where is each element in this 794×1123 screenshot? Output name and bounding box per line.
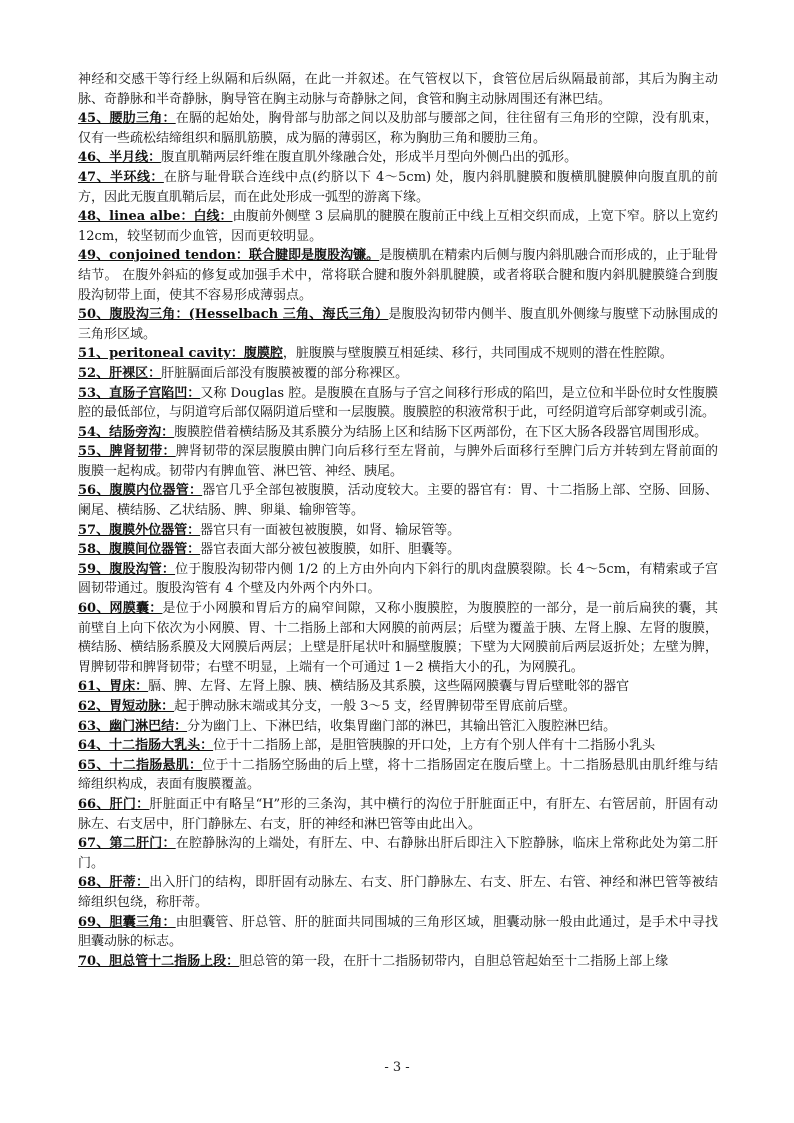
entry-term: 60、网膜囊： (78, 601, 163, 617)
entry-definition: 又称 Douglas 腔。是腹膜在直肠与子宫之间移行形成的陷凹，是立位和半卧位时女性腹膜腔的最低部位，与阴道穹后部仅隔阴道后壁和一层腹膜。腹膜腔的积液常积于此，可经阴道穹后部穿刺或引流。 (78, 385, 719, 421)
entry-definition: 位于十二指肠上部，是胆管胰腺的开口处，上方有个别人伴有十二指肠小乳头 (213, 738, 656, 754)
entry-definition: 器官几乎全部包被腹膜，活动度较大。主要的器官有：胃、十二指肠上部、空肠、回肠、阑尾、横结肠、乙状结肠、脾、卵巢、输卵管等。 (78, 483, 718, 519)
entry-term: 51、peritoneal cavity：腹膜腔 (78, 346, 283, 362)
intro-paragraph: 神经和交感干等行经上纵隔和后纵隔，在此一并叙述。在气管杈以下，食管位居后纵隔最前部，其后为胸主动脉、奇静脉和半奇静脉，胸导管在胸主动脉与奇静脉之间，食管和胸主动脉周围还有淋巴结。 (78, 72, 718, 107)
entry-term: 53、直肠子宫陷凹： (78, 385, 201, 401)
entry-term: 64、十二指肠大乳头： (78, 738, 214, 754)
entry-definition: 肝脏膈面后部没有腹膜被覆的部分称裸区。 (161, 365, 409, 381)
entry-term: 66、肝门： (78, 796, 150, 812)
entry-term: 52、肝裸区： (78, 365, 162, 381)
glossary-entry (78, 384, 718, 423)
glossary-entry (78, 834, 718, 873)
entry-term: 54、结肠旁沟： (78, 424, 175, 440)
entry-definition: 是腹横肌在精索内后侧与腹内斜肌融合而形成的，止于耻骨结节。 在腹外斜疝的修复或加强手术中，常将联合腱和腹外斜肌腱膜，或者将联合腱和腹内斜肌腱膜缝合到腹股沟韧带上面，使其不容易形成薄弱点。 (78, 248, 718, 303)
glossary-entry (78, 423, 718, 443)
glossary-entry (78, 952, 718, 972)
entry-definition: 器官只有一面被包被腹膜，如肾、输尿管等。 (200, 522, 461, 538)
entry-term: 56、腹膜内位器管： (78, 483, 203, 499)
page-number: - 3 - (384, 1060, 410, 1075)
glossary-entry (78, 168, 718, 207)
glossary-entry (78, 756, 718, 795)
entry-term: 45、腰肋三角： (78, 111, 176, 127)
glossary-entry (78, 717, 718, 737)
glossary-entry (78, 148, 718, 168)
entry-term: 61、胃床： (78, 679, 149, 695)
entry-definition: 由腹前外侧壁 3 层扁肌的腱膜在腹前正中线上互相交织而成，上宽下窄。脐以上宽约 12cm，较坚韧而少血管，因而更较明显。 (78, 209, 718, 244)
entry-term: 62、胃短动脉： (78, 699, 175, 714)
entry-term: 47、半环线： (78, 169, 164, 185)
entry-term: 58、腹膜间位器管： (78, 542, 201, 558)
entry-term: 50、腹股沟三角：(Hesselbach 三角、海氏三角） (78, 307, 389, 323)
glossary-entry (78, 677, 718, 697)
entry-definition: 是腹股沟韧带内侧半、腹直肌外侧缘与腹壁下动脉围成的三角形区域。 (78, 307, 718, 342)
entry-definition: 膈、脾、左肾、左肾上腺、胰、横结肠及其系膜，这些隔网膜囊与胃后壁毗邻的器官 (148, 679, 630, 695)
glossary-entry (78, 599, 718, 677)
entry-definition: 位于十二指肠空肠曲的后上壁，将十二指肠固定在腹后壁上。十二指肠悬肌由肌纤维与结缔组织构成，表面有腹膜覆盖。 (78, 757, 718, 793)
entry-term: 57、腹膜外位器管： (78, 522, 201, 538)
entry-term: 59、腹股沟管： (78, 561, 176, 577)
glossary-entry (78, 481, 718, 520)
entry-definition: 腹膜腔借着横结肠及其系膜分为结肠上区和结肠下区两部份，在下区大肠各段器官周围形成。 (174, 424, 708, 440)
document-body (78, 70, 718, 971)
entry-definition: 在脐与耻骨联合连线中点(约脐以下 4～5cm) 处，腹内斜肌腱膜和腹横肌腱膜伸向腹直肌的前方，因此无腹直肌鞘后层，而在此处形成一弧型的游离下缘。 (78, 169, 718, 205)
entry-definition: 腹直肌鞘两层纤维在腹直肌外缘融合处，形成半月型向外侧凸出的弧形。 (161, 150, 578, 166)
entry-term: 68、肝蒂： (78, 875, 150, 891)
glossary-entry (78, 873, 718, 912)
glossary-entry (78, 442, 718, 481)
entry-definition: 出入肝门的结构，即肝固有动脉左、右支、肝门静脉左、右支、肝左、右管、神经和淋巴管等被结缔组织包绕，称肝蒂。 (78, 875, 718, 910)
entry-definition: 脾肾韧带的深层腹膜由脾门向后移行至左肾前，与脾外后面移行至脾门后方并转到左肾前面的腹膜一起构成。韧带内有脾血管、淋巴管、神经、胰尾。 (78, 444, 718, 479)
entry-term: 70、胆总管十二指肠上段： (78, 953, 240, 969)
entry-term: 67、第二肝门： (78, 836, 176, 852)
glossary-entry (78, 207, 718, 246)
glossary-entry (78, 560, 718, 599)
glossary-entry (78, 913, 718, 952)
entry-definition: 胆总管的第一段，在肝十二指肠韧带内，自胆总管起始至十二指肠上部上缘 (239, 953, 669, 969)
glossary-list (78, 109, 718, 971)
glossary-entry (78, 540, 718, 560)
entry-term: 55、脾肾韧带： (78, 444, 176, 460)
glossary-entry (78, 364, 718, 384)
glossary-entry (78, 246, 718, 305)
glossary-entry (78, 521, 718, 541)
entry-definition: 起于脾动脉末端或其分支，一般 3～5 支，经胃脾韧带至胃底前后壁。 (174, 699, 576, 714)
entry-definition: 由胆囊管、肝总管、肝的脏面共同围城的三角形区域，胆囊动脉一般由此通过，是手术中寻找胆囊动脉的标志。 (78, 914, 718, 950)
entry-definition: ，脏腹膜与壁腹膜互相延续、移行，共同围成不规则的潜在性腔隙。 (282, 346, 673, 362)
entry-definition: 在膈的起始处，胸骨部与肋部之间以及肋部与腰部之间，往往留有三角形的空隙，没有肌束，仅有一些疏松结缔组织和膈肌筋膜，成为膈的薄弱区，称为胸肋三角和腰肋三角。 (78, 111, 718, 146)
entry-definition: 肝脏面正中有略呈“H”形的三条沟，其中横行的沟位于肝脏面正中，有肝左、右管居前，肝固有动脉左、右支居中，肝门静脉左、右支，肝的神经和淋巴管等由此出入。 (78, 796, 718, 832)
entry-definition: 在腔静脉沟的上端处，有肝左、中、右静脉出肝后即注入下腔静脉，临床上常称此处为第二肝门。 (78, 836, 718, 871)
entry-definition: 位于腹股沟韧带内侧 1/2 的上方由外向内下斜行的肌肉盘膜裂隙。长 4～5cm，有精索或子宫圆韧带通过。腹股沟管有 4 个壁及内外两个内外口。 (78, 561, 718, 597)
entry-term: 69、胆囊三角： (78, 914, 176, 930)
entry-term: 49、conjoined tendon：联合腱即是腹股沟镰。 (78, 248, 380, 264)
glossary-entry (78, 344, 718, 364)
glossary-entry (78, 736, 718, 756)
entry-term: 48、linea albe：白线： (78, 209, 233, 225)
glossary-entry (78, 697, 718, 717)
entry-definition: 器官表面大部分被包被腹膜，如肝、胆囊等。 (200, 542, 461, 558)
entry-term: 46、半月线： (78, 150, 162, 166)
glossary-entry (78, 795, 718, 834)
entry-term: 65、十二指肠悬肌： (78, 757, 203, 773)
entry-term: 63、幽门淋巴结： (78, 718, 188, 734)
glossary-entry (78, 305, 718, 344)
entry-definition: 是位于小网膜和胃后方的扁窄间隙，又称小腹膜腔，为腹膜腔的一部分，是一前后扁狭的囊，其前壁自上向下依次为小网膜、胃、十二指肠上部和大网膜的前两层；后壁为覆盖于胰、左肾上腺、左肾的腹膜，横结肠、横结肠系膜及大网膜后两层；上壁是肝尾状叶和膈壁腹膜；下壁为大网膜前后两层返折处；左壁为脾，胃脾韧带和脾肾韧带；右壁不明显，上端有一个可通过 1－2 横指大小的孔，为网膜孔。 (78, 601, 718, 675)
glossary-entry (78, 109, 718, 148)
entry-definition: 分为幽门上、下淋巴结，收集胃幽门部的淋巴，其输出管汇入腹腔淋巴结。 (187, 718, 617, 734)
